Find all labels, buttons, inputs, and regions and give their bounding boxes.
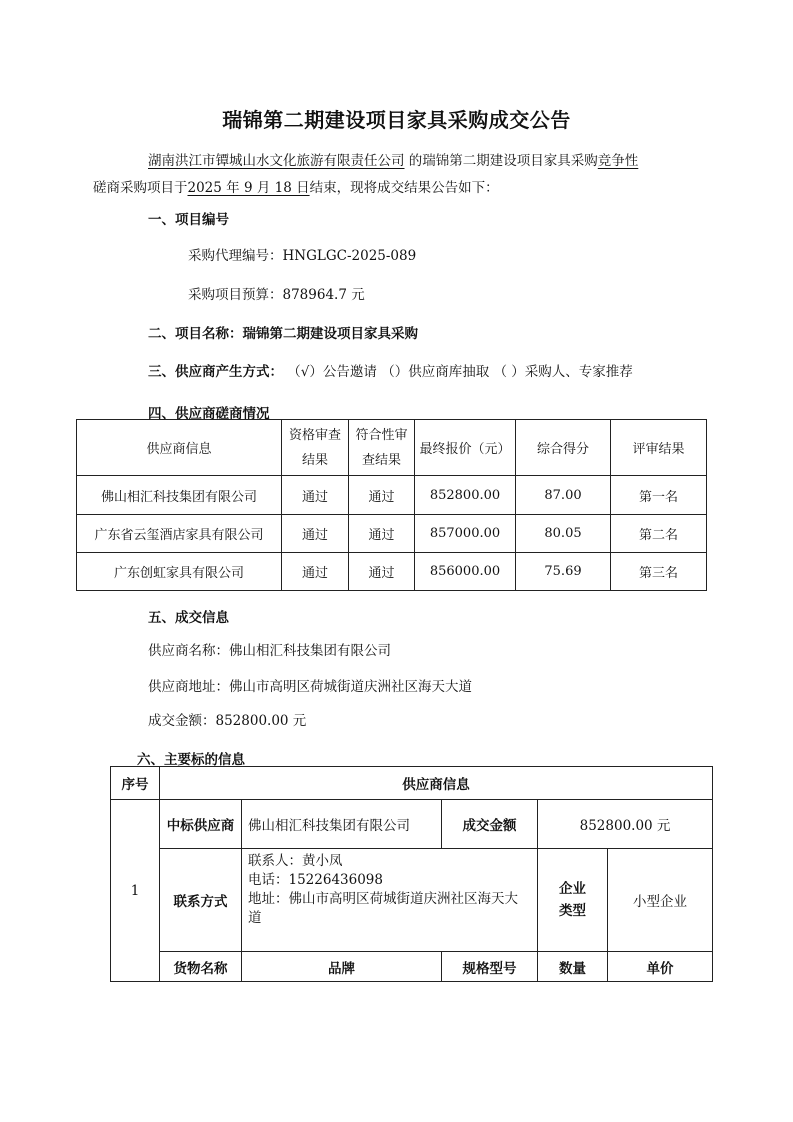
page-title: 瑞锦第二期建设项目家具采购成交公告 bbox=[222, 108, 571, 132]
cell-supplier: 佛山相汇科技集团有限公司 bbox=[77, 476, 282, 515]
company-type-value: 小型企业 bbox=[608, 849, 713, 952]
end-date: 2025 年 9 月 18 日 bbox=[187, 180, 310, 196]
goods-header-row bbox=[111, 952, 713, 982]
contact-row bbox=[111, 849, 713, 952]
intro-line-1 bbox=[148, 151, 638, 171]
intro-text-3: 结束，现将成交结果公告如下： bbox=[309, 180, 499, 196]
agent-number: 采购代理编号：HNGLGC-2025-089 bbox=[188, 248, 417, 264]
supplier-evaluation-table bbox=[76, 419, 707, 591]
intro-line-2 bbox=[93, 178, 499, 198]
contact-phone: 电话：15226436098 bbox=[248, 872, 383, 888]
section-1-heading: 一、项目编号 bbox=[148, 212, 229, 228]
winner-label: 中标供应商 bbox=[160, 800, 242, 849]
intro-text-1: 的瑞锦第二期建设项目家具采购 bbox=[408, 153, 598, 169]
cell-price: 857000.00 bbox=[415, 515, 516, 553]
supplier-source-options: （√）公告邀请 （）供应商库抽取 （ ）采购人、专家推荐 bbox=[287, 364, 633, 380]
table-row bbox=[77, 476, 707, 515]
section-2-heading: 二、项目名称：瑞锦第二期建设项目家具采购 bbox=[148, 326, 418, 342]
main-subject-table bbox=[110, 766, 713, 982]
quantity-header: 数量 bbox=[538, 952, 608, 982]
goods-name-header: 货物名称 bbox=[160, 952, 242, 982]
header-score: 综合得分 bbox=[516, 420, 611, 476]
cell-result: 第三名 bbox=[611, 553, 707, 591]
winner-value: 佛山相汇科技集团有限公司 bbox=[242, 800, 442, 849]
contact-label: 联系方式 bbox=[160, 849, 242, 952]
header-compliance: 符合性审 查结果 bbox=[349, 420, 415, 476]
cell-compliance: 通过 bbox=[349, 476, 415, 515]
section-5-heading: 五、成交信息 bbox=[148, 610, 229, 626]
company-type-label: 企业 类型 bbox=[538, 849, 608, 952]
buyer-name: 湖南洪江市镡城山水文化旅游有限责任公司 bbox=[148, 153, 405, 169]
amount-value: 852800.00 元 bbox=[538, 800, 713, 849]
cell-price: 856000.00 bbox=[415, 553, 516, 591]
table-row bbox=[77, 515, 707, 553]
header-supplier-info: 供应商信息 bbox=[77, 420, 282, 476]
section-4-heading: 四、供应商磋商情况 bbox=[148, 406, 270, 422]
section-6-heading: 六、主要标的信息 bbox=[137, 752, 245, 768]
header-qualification: 资格审查 结果 bbox=[282, 420, 349, 476]
cell-result: 第一名 bbox=[611, 476, 707, 515]
cell-qualification: 通过 bbox=[282, 553, 349, 591]
cell-supplier: 广东省云玺酒店家具有限公司 bbox=[77, 515, 282, 553]
header-result: 评审结果 bbox=[611, 420, 707, 476]
table-header-row bbox=[77, 420, 707, 476]
brand-header: 品牌 bbox=[242, 952, 442, 982]
header-final-price: 最终报价（元） bbox=[415, 420, 516, 476]
cell-qualification: 通过 bbox=[282, 515, 349, 553]
cell-score: 75.69 bbox=[516, 553, 611, 591]
winner-supplier-name: 供应商名称：佛山相汇科技集团有限公司 bbox=[148, 643, 391, 659]
winner-supplier-address: 供应商地址：佛山市高明区荷城街道庆洲社区海天大道 bbox=[148, 679, 472, 695]
unit-price-header: 单价 bbox=[608, 952, 713, 982]
deal-amount: 成交金额：852800.00 元 bbox=[148, 713, 307, 729]
cell-score: 80.05 bbox=[516, 515, 611, 553]
procurement-method: 竞争性 bbox=[597, 153, 639, 169]
serial-number: 1 bbox=[111, 800, 160, 982]
header-supplier-info: 供应商信息 bbox=[160, 767, 713, 800]
winner-row bbox=[111, 800, 713, 849]
cell-compliance: 通过 bbox=[349, 553, 415, 591]
section-3-heading: 三、供应商产生方式： bbox=[148, 364, 283, 380]
header-serial-no: 序号 bbox=[111, 767, 160, 800]
amount-label: 成交金额 bbox=[442, 800, 538, 849]
section-3-line bbox=[148, 362, 633, 382]
cell-score: 87.00 bbox=[516, 476, 611, 515]
cell-qualification: 通过 bbox=[282, 476, 349, 515]
contact-person: 联系人：黄小凤 bbox=[248, 853, 343, 869]
contact-details bbox=[242, 849, 538, 952]
cell-price: 852800.00 bbox=[415, 476, 516, 515]
cell-supplier: 广东创虹家具有限公司 bbox=[77, 553, 282, 591]
table-row bbox=[77, 553, 707, 591]
bid-header-row bbox=[111, 767, 713, 800]
intro-text-2: 磋商采购项目于 bbox=[93, 180, 188, 196]
cell-compliance: 通过 bbox=[349, 515, 415, 553]
project-budget: 采购项目预算：878964.7 元 bbox=[188, 287, 365, 303]
cell-result: 第二名 bbox=[611, 515, 707, 553]
contact-address: 地址：佛山市高明区荷城街道庆洲社区海天大道 bbox=[248, 891, 518, 926]
spec-header: 规格型号 bbox=[442, 952, 538, 982]
